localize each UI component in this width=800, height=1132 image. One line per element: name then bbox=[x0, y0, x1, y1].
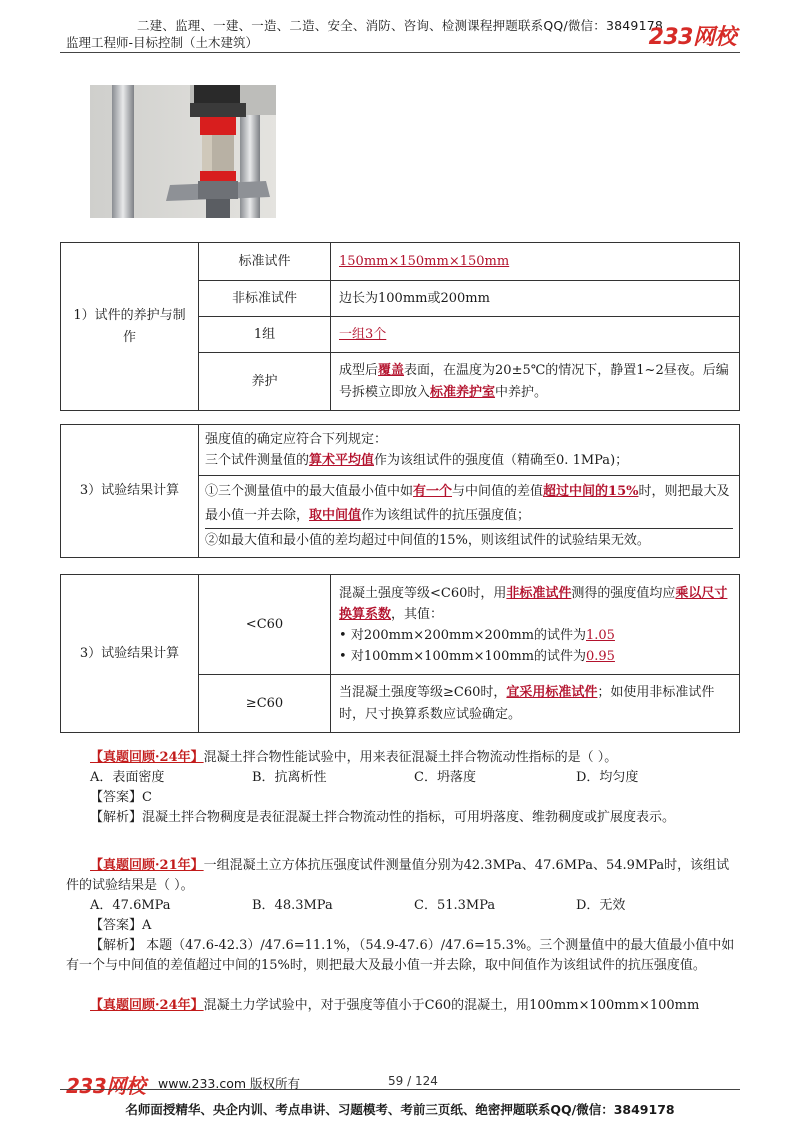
option: C．51.3MPa bbox=[414, 898, 496, 913]
option: A．47.6MPa bbox=[90, 898, 171, 913]
bullet-item: • 对100mm×100mm×100mm的试件为0.95 bbox=[339, 648, 615, 664]
document-subtitle: 监理工程师-目标控制（土木建筑） bbox=[66, 35, 259, 50]
table3-row-value: 混凝土强度等级<C60时，用非标准试件测得的强度值均应乘以尺寸换算系数，其值： • 对200mm×200mm×200mm的试件为1.05 • 对100mm×100mm×100mm的试件为0.95 bbox=[331, 575, 740, 675]
question-options bbox=[66, 896, 742, 916]
table1-row-value: 一组3个 bbox=[331, 317, 740, 353]
size-conversion-table bbox=[60, 574, 740, 733]
question-tag: 【真题回顾·21年】 bbox=[90, 858, 204, 873]
answer: 【答案】A bbox=[90, 918, 152, 933]
table1-row-label: 非标准试件 bbox=[199, 281, 331, 317]
table1-row-label: 养护 bbox=[199, 353, 331, 411]
question-tag: 【真题回顾·24年】 bbox=[90, 750, 204, 765]
question-stem: 混凝土力学试验中，对于强度等值小于C60的混凝土，用100mm×100mm×100mm bbox=[203, 998, 700, 1013]
analysis: 【解析】混凝土拌合物稠度是表征混凝土拌合物流动性的指标，可用坍落度、维勃稠度或扩展度表示。 bbox=[90, 810, 676, 825]
table2-case: ②如最大值和最小值的差均超过中间值的15%，则该组试件的试验结果无效。 bbox=[205, 528, 733, 553]
strength-calculation-table bbox=[60, 424, 740, 558]
table1-row-label: 标准试件 bbox=[199, 243, 331, 281]
compression-test-photo bbox=[90, 85, 276, 218]
header-promo: 二建、监理、一建、一造、二造、安全、消防、咨询、检测课程押题联系QQ/微信：3849178 bbox=[136, 18, 664, 33]
table1-row-label: 1组 bbox=[199, 317, 331, 353]
table1-row-value: 150mm×150mm×150mm bbox=[331, 243, 740, 281]
table3-row-value: 当混凝土强度等级≥C60时，宜采用标准试件；如使用非标准试件时，尺寸换算系数应试验确定。 bbox=[331, 675, 740, 733]
footer-site-link[interactable]: www.233.com 版权所有 bbox=[158, 1076, 300, 1091]
table1-left-label: 1）试件的养护与制作 bbox=[61, 243, 199, 411]
bullet-item: • 对200mm×200mm×200mm的试件为1.05 bbox=[339, 627, 615, 643]
question-options bbox=[66, 768, 742, 788]
question-stem: 混凝土拌合物性能试验中，用来表征混凝土拌合物流动性指标的是（ ）。 bbox=[203, 750, 618, 765]
option: D．均匀度 bbox=[576, 770, 639, 785]
question-block bbox=[66, 748, 742, 828]
table1-row-value: 边长为100mm或200mm bbox=[331, 281, 740, 317]
header-divider bbox=[60, 52, 740, 53]
table2-rules bbox=[199, 425, 740, 476]
answer: 【答案】C bbox=[90, 790, 152, 805]
footer-logo: 233网校 bbox=[66, 1074, 146, 1098]
option: C．坍落度 bbox=[414, 770, 476, 785]
footer-promo: 名师面授精华、央企内训、考点串讲、习题模考、考前三页纸、绝密押题联系QQ/微信：3849178 bbox=[125, 1102, 675, 1117]
footer-divider bbox=[60, 1089, 740, 1090]
option: A．表面密度 bbox=[90, 770, 165, 785]
table3-row-label: <C60 bbox=[199, 575, 331, 675]
option: B．48.3MPa bbox=[252, 898, 333, 913]
page-number: 59 / 124 bbox=[388, 1074, 438, 1088]
table2-line: 三个试件测量值的算术平均值作为该组试件的强度值（精确至0. 1MPa)； bbox=[205, 453, 629, 468]
analysis: 【解析】 本题（47.6-42.3）/47.6=11.1%，（54.9-47.6）/47.6=15.3%。三个测量值中的最大值最小值中如有一个与中间值的差值超过中间的15%时，则把最大及最小值一并去除，取中间值作为该组试件的抗压强度值。 bbox=[66, 938, 735, 973]
brand-logo: 233网校 bbox=[648, 25, 736, 50]
question-stem: 一组混凝土立方体抗压强度试件测量值分别为42.3MPa、47.6MPa、54.9MPa时，该组试件的试验结果是（ ）。 bbox=[66, 858, 730, 893]
table2-cases bbox=[199, 476, 740, 558]
option: D．无效 bbox=[576, 898, 626, 913]
question-block bbox=[66, 996, 742, 1016]
table3-row-label: ≥C60 bbox=[199, 675, 331, 733]
specimen-preparation-table bbox=[60, 242, 740, 411]
table2-left-label: 3）试验结果计算 bbox=[61, 425, 199, 558]
question-tag: 【真题回顾·24年】 bbox=[90, 998, 204, 1013]
table1-row-value: 成型后覆盖表面，在温度为20±5℃的情况下，静置1~2昼夜。后编号拆模立即放入标准养护室中养护。 bbox=[331, 353, 740, 411]
table3-left-label: 3）试验结果计算 bbox=[61, 575, 199, 733]
table2-line: 强度值的确定应符合下列规定： bbox=[205, 432, 388, 447]
option: B．抗离析性 bbox=[252, 770, 327, 785]
question-block bbox=[66, 856, 742, 976]
table2-case: ①三个测量值中的最大值最小值中如有一个与中间值的差值超过中间的15%时，则把最大及最小值一并去除，取中间值作为该组试件的抗压强度值； bbox=[205, 484, 730, 523]
